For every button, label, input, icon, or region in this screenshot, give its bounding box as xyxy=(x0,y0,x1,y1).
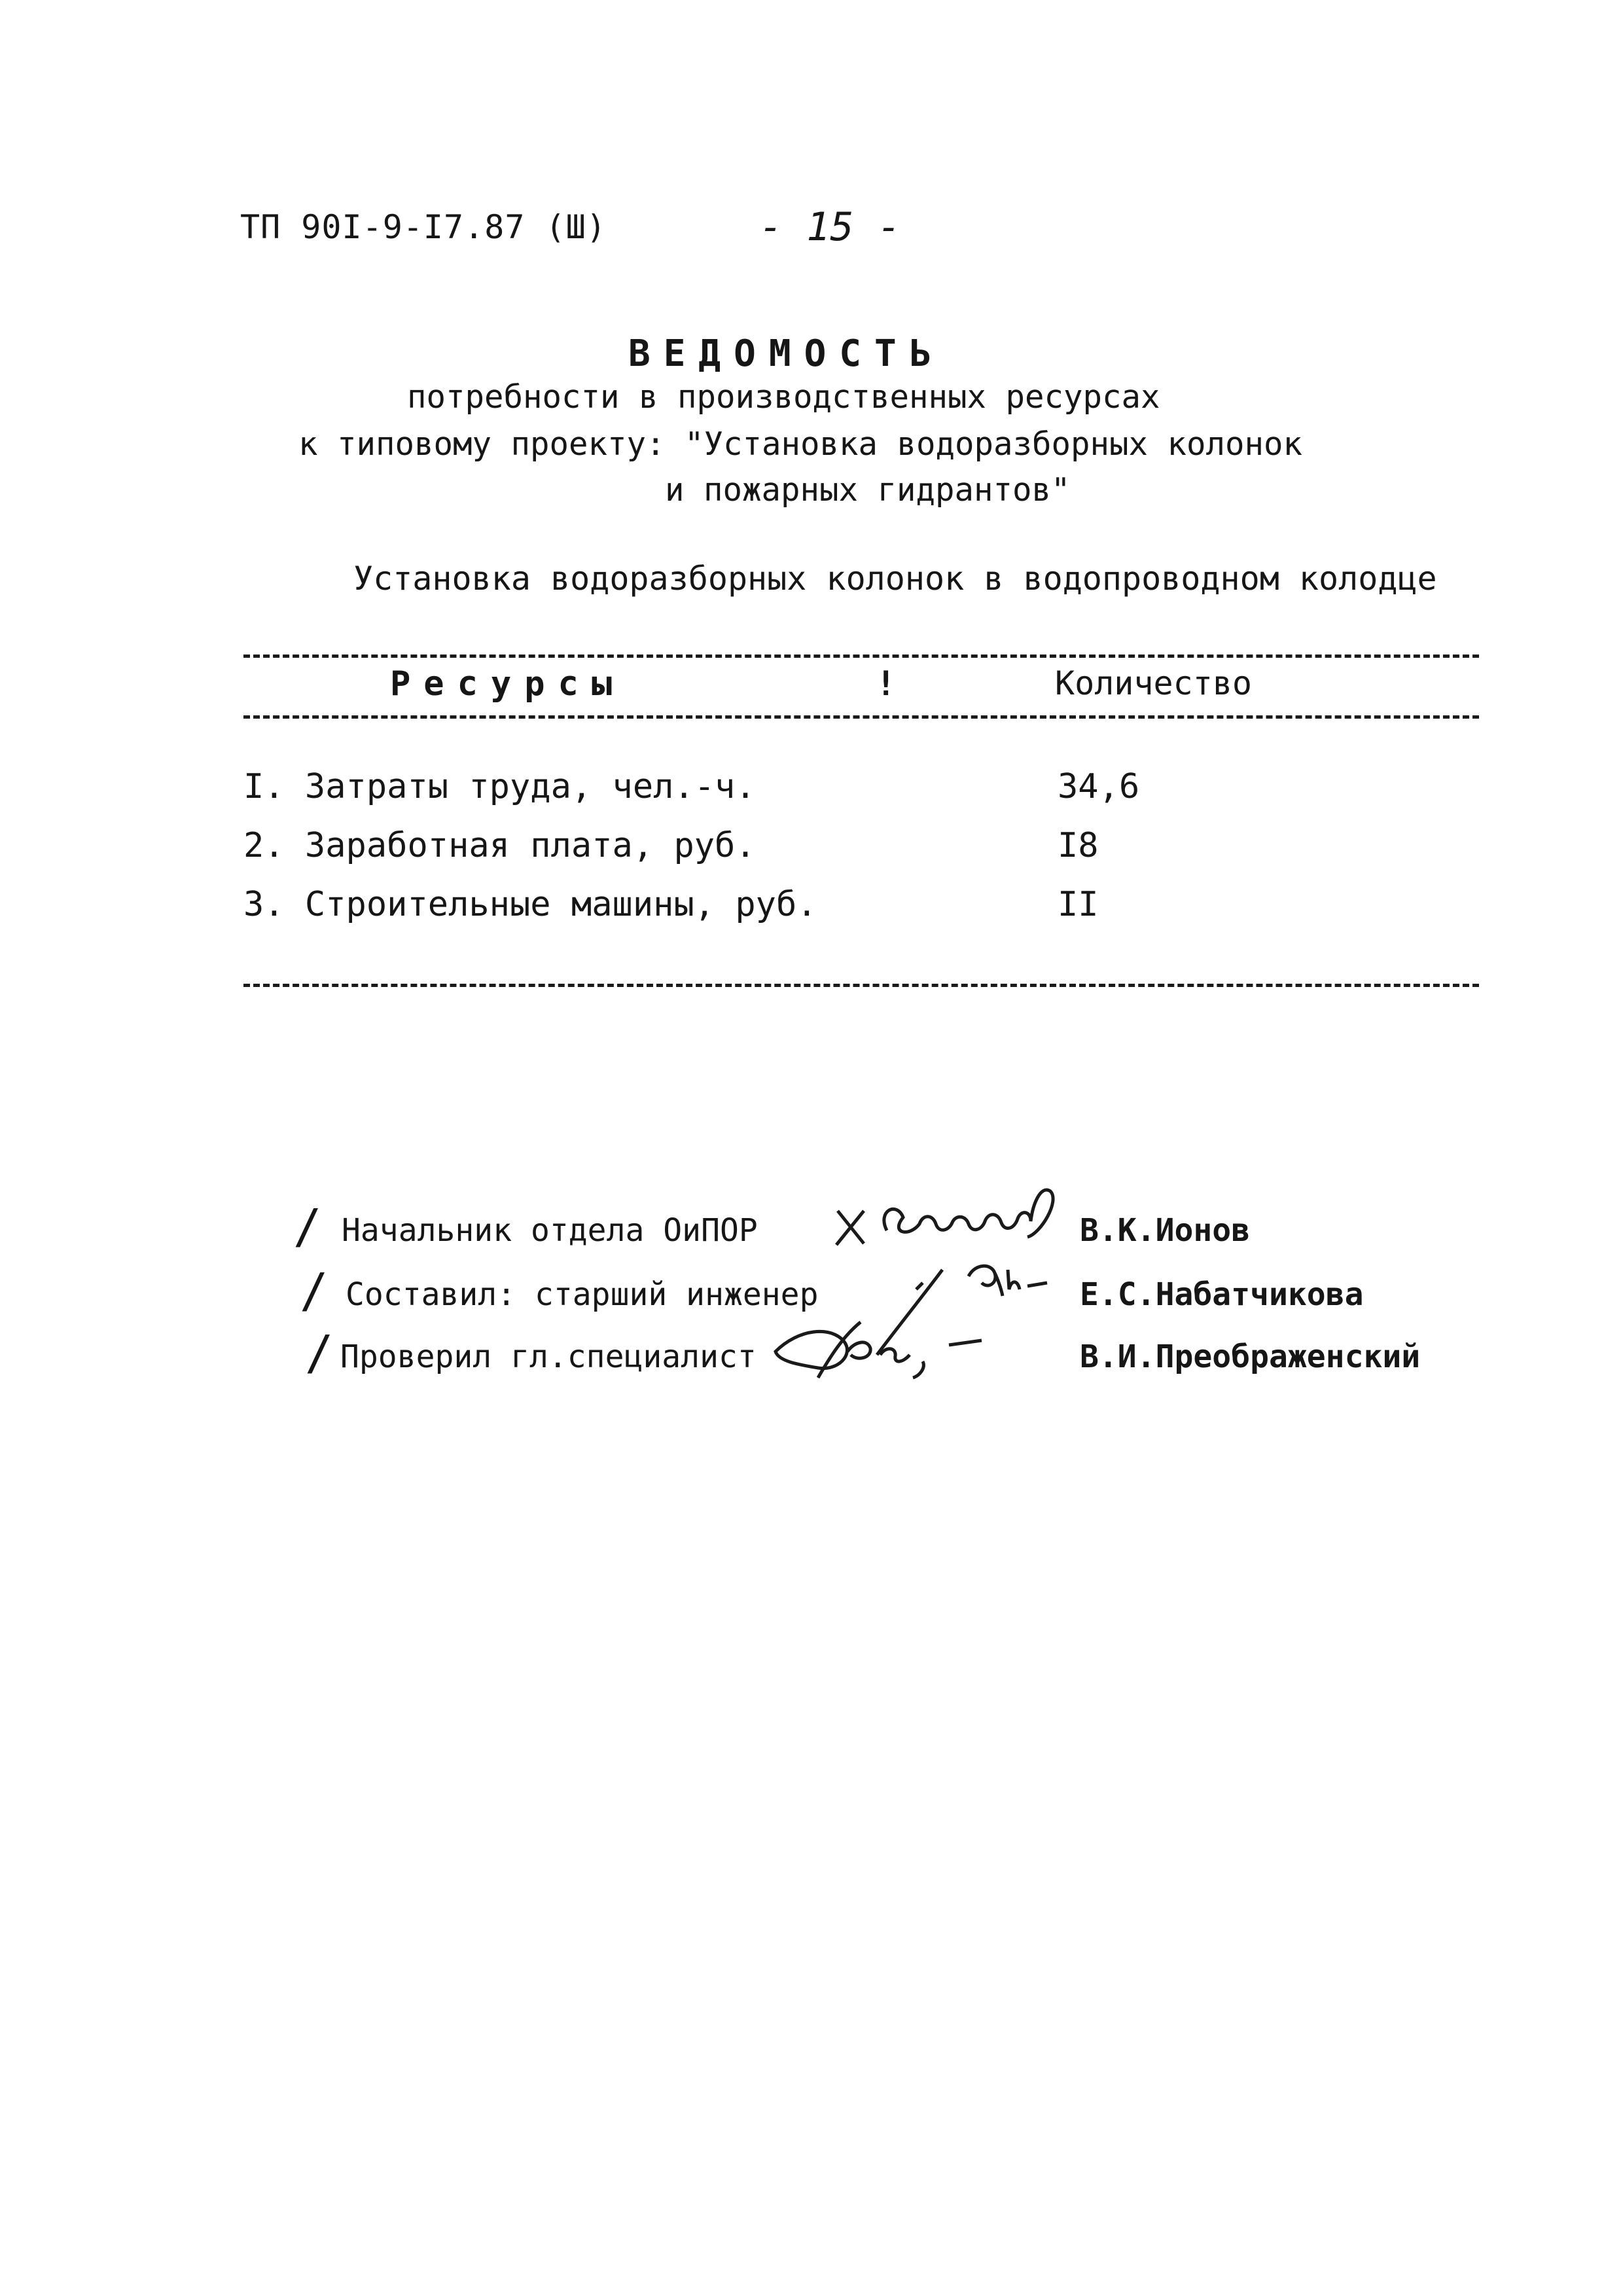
table-row-label: 2. Заработная плата, руб. xyxy=(243,826,756,865)
handwritten-signature xyxy=(962,1260,1067,1306)
header-quantity: Количество xyxy=(1055,664,1253,702)
subtitle-line-1: потребности в производственных ресурсах xyxy=(407,378,1160,416)
signature-line-mark: / xyxy=(305,1325,334,1380)
table-bottom-rule xyxy=(243,984,1479,987)
document-code: ТП 90I-9-I7.87 (Ш) xyxy=(240,208,607,246)
table-row-value: 34,6 xyxy=(1058,767,1140,806)
signature-line-mark: / xyxy=(300,1263,329,1318)
signature-line-mark: / xyxy=(293,1199,322,1254)
table-top-rule xyxy=(243,655,1479,658)
signature-role: Составил: старший инженер xyxy=(346,1276,819,1313)
section-title: Установка водоразборных колонок в водопроводном колодце xyxy=(353,560,1437,598)
table-row-label: 3. Строительные машины, руб. xyxy=(243,885,817,924)
signature-name: В.И.Преображенский xyxy=(1080,1338,1421,1375)
header-resources: Ресурсы xyxy=(390,664,626,704)
table-header-rule xyxy=(243,715,1479,719)
subtitle-line-3: и пожарных гидрантов" xyxy=(665,471,1071,509)
handwritten-signature xyxy=(825,1172,1073,1257)
handwritten-signature xyxy=(772,1316,995,1394)
subtitle-line-2: к типовому проекту: "Установка водоразборных колонок xyxy=(298,425,1303,463)
signature-role: Проверил гл.специалист xyxy=(340,1338,757,1375)
table-row-value: II xyxy=(1058,885,1099,924)
signature-role: Начальник отдела ОиПОР xyxy=(342,1212,758,1249)
signature-name: Е.С.Набатчикова xyxy=(1080,1276,1364,1313)
header-separator: ! xyxy=(876,664,897,704)
signature-name: В.К.Ионов xyxy=(1080,1212,1251,1249)
document-title: ВЕДОМОСТЬ xyxy=(628,332,945,375)
page-number: - 15 - xyxy=(759,204,901,250)
table-row-value: I8 xyxy=(1058,826,1099,865)
table-row-label: I. Затраты труда, чел.-ч. xyxy=(243,767,756,806)
